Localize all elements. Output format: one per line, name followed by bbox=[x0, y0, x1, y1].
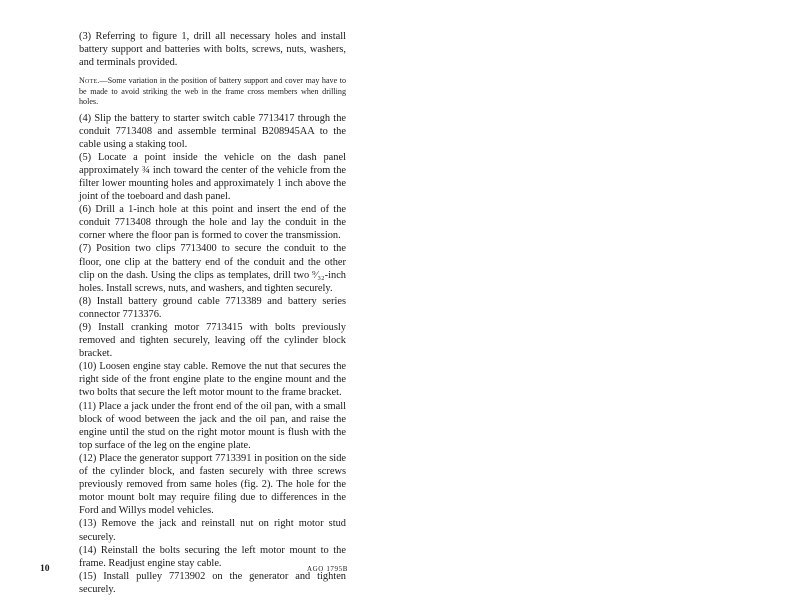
paragraph-step-6: (6) Drill a 1-inch hole at this point and insert the end of the conduit 7713408 through the hole and lay the conduit in the corner where the floor pan is formed to cover the transmission. bbox=[79, 204, 346, 242]
paragraph-step-12: (12) Place the generator support 7713391 in position on the side of the cylinder block, and fasten securely with three screws previously removed from same holes (fig. 2). The hole for the motor mount bolt may require filing due to differences in the Ford and Willys model vehicles. bbox=[79, 452, 346, 517]
page-text-column bbox=[79, 30, 346, 596]
paragraph-step-4: (4) Slip the battery to starter switch cable 7713417 through the conduit 7713408 and assemble terminal B208945AA to the cable using a staking tool. bbox=[79, 112, 346, 150]
paragraph-step-3: (3) Referring to figure 1, drill all necessary holes and install battery support and batteries with bolts, screws, nuts, washers, and terminals provided. bbox=[79, 31, 346, 69]
paragraph-step-5: (5) Locate a point inside the vehicle on the dash panel approximately ¾ inch toward the center of the vehicle from the filter lower mounting holes and approximately 1 inch above the joint of the toeboard and dash panel. bbox=[79, 151, 346, 203]
note-block bbox=[79, 76, 346, 107]
footer-ago-code: AGO 1795B bbox=[307, 565, 348, 573]
paragraph-step-14: (14) Reinstall the bolts securing the left motor mount to the frame. Readjust engine stay cable. bbox=[79, 544, 346, 569]
paragraph-step-9: (9) Install cranking motor 7713415 with bolts previously removed and tighten securely, leaving off the cylinder block bracket. bbox=[79, 322, 346, 360]
paragraph-step-8: (8) Install battery ground cable 7713389 and battery series connector 7713376. bbox=[79, 295, 346, 320]
paragraph-step-13: (13) Remove the jack and reinstall nut on right motor stud securely. bbox=[79, 518, 346, 543]
paragraph-step-10: (10) Loosen engine stay cable. Remove the nut that secures the right side of the front engine plate to the engine mount and the two bolts that secure the left motor mount to the frame bracket. bbox=[79, 361, 346, 399]
page-number: 10 bbox=[40, 563, 50, 574]
note-text: —Some variation in the position of battery support and cover may have to be made to avoid striking the web in the frame cross members when drilling holes. bbox=[79, 76, 346, 107]
note-label: Note. bbox=[79, 76, 100, 86]
paragraph-step-11: (11) Place a jack under the front end of the oil pan, with a small block of wood between the jack and the oil pan, and raise the engine until the stud on the right motor mount is flush with the top surface of the leg on the engine plate. bbox=[79, 400, 346, 451]
paragraph-step-7: (7) Position two clips 7713400 to secure the conduit to the floor, one clip at the battery end of the conduit and the other clip on the dash. Using the clips as templates, drill two ⁹⁄₃₂-inch holes. Install screws, nuts, and washers, and tighten securely. bbox=[79, 243, 346, 294]
paragraph-step-15: (15) Install pulley 7713902 on the generator and tighten securely. bbox=[79, 570, 346, 595]
